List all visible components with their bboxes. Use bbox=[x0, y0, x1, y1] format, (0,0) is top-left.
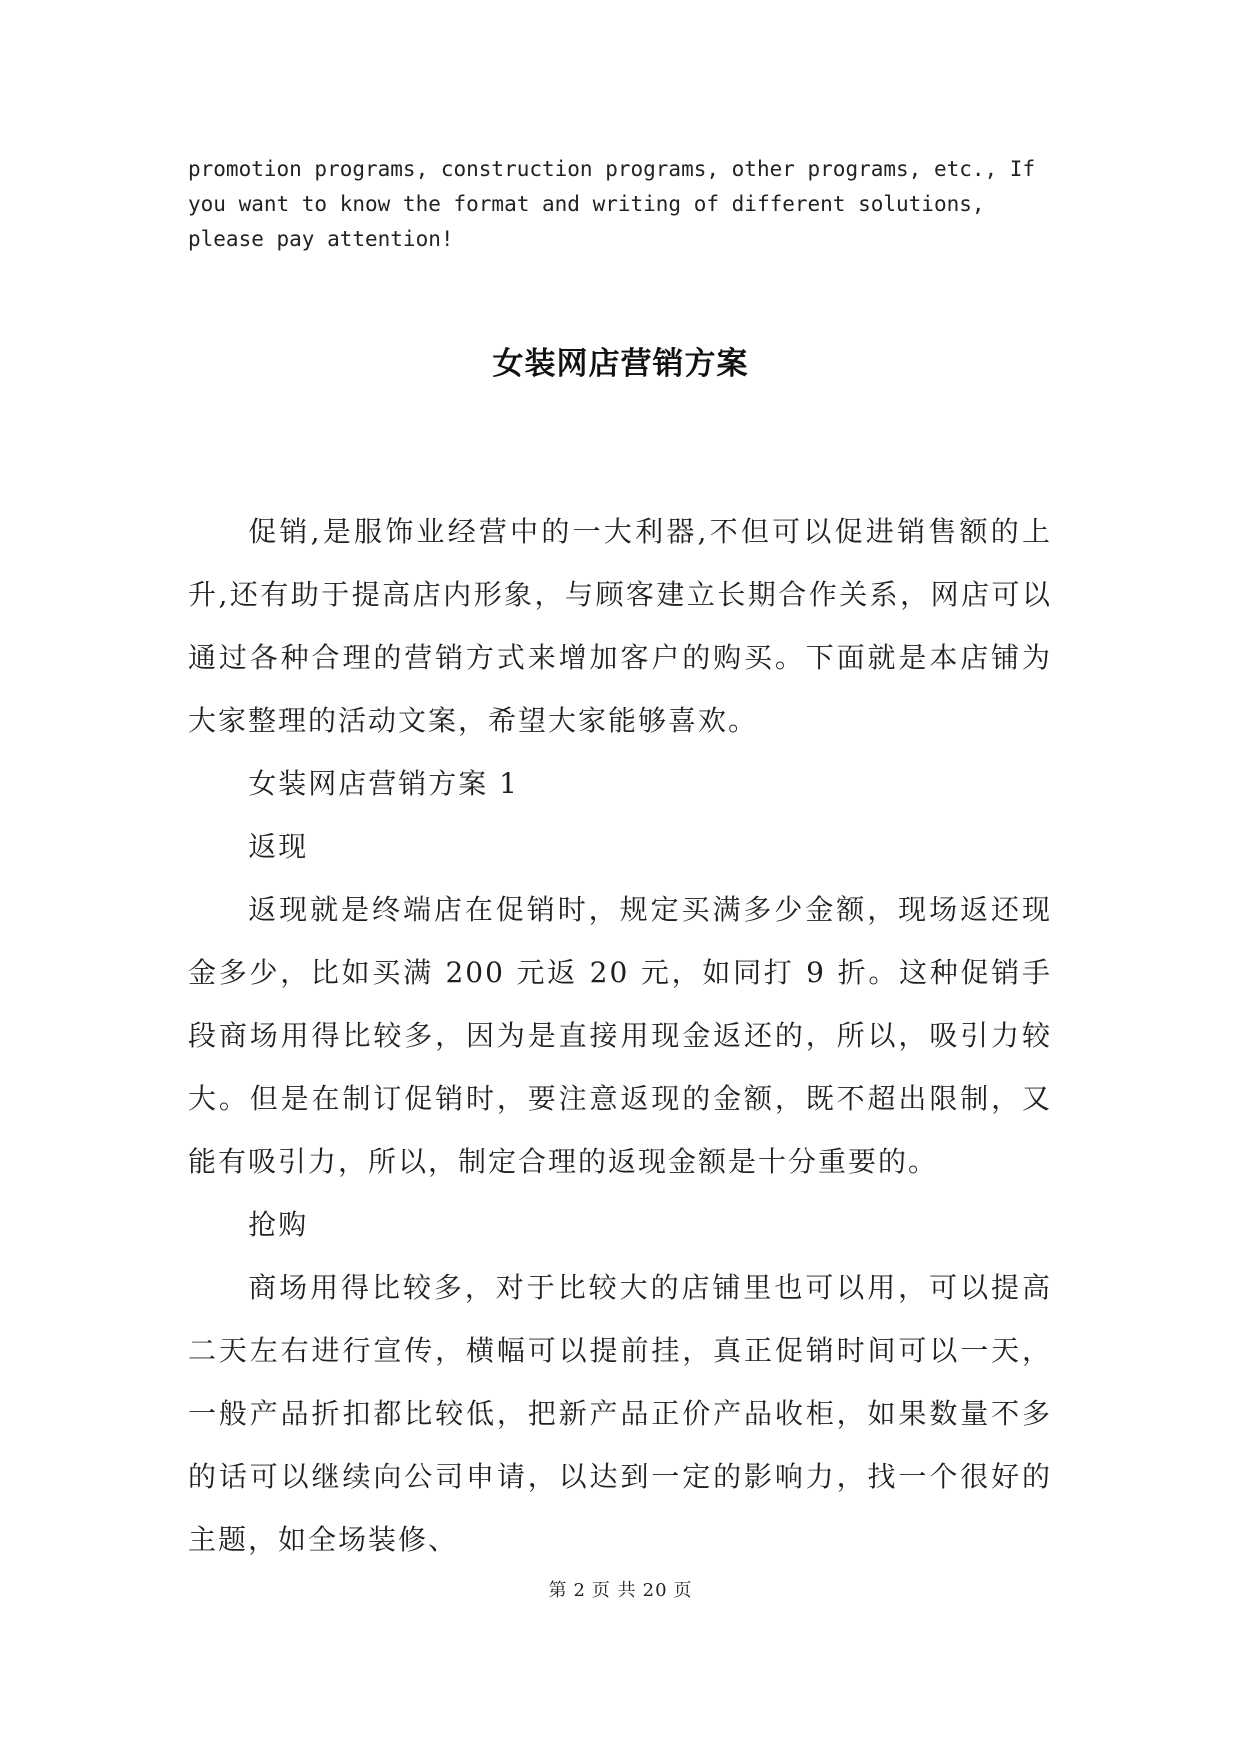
document-title: 女装网店营销方案 bbox=[492, 346, 749, 382]
footer-mid: 页 共 bbox=[591, 1580, 637, 1601]
document-body bbox=[188, 500, 1052, 1571]
paragraph-intro: 促销,是服饰业经营中的一大利器,不但可以促进销售额的上升,还有助于提高店内形象，与顾客建立长期合作关系，网店可以通过各种合理的营销方式来增加客户的购买。下面就是本店铺为大家整理的活动文案，希望大家能够喜欢。 bbox=[188, 515, 1052, 737]
subheading-flash-sale: 抢购 bbox=[248, 1208, 309, 1241]
intro-text: promotion programs, construction programs, other programs, etc., If you want to know the format and writing of different solutions, please pay attention! bbox=[188, 157, 1036, 251]
subheading-cashback: 返现 bbox=[248, 830, 309, 863]
paragraph-flash-sale: 商场用得比较多，对于比较大的店铺里也可以用，可以提高二天左右进行宣传，横幅可以提前挂，真正促销时间可以一天，一般产品折扣都比较低，把新产品正价产品收柜，如果数量不多的话可以继续向公司申请，以达到一定的影响力，找一个很好的主题，如全场装修、 bbox=[188, 1271, 1052, 1556]
section-heading-plan-1: 女装网店营销方案 1 bbox=[248, 767, 519, 800]
footer-current-page: 2 bbox=[573, 1580, 586, 1601]
paragraph-cashback: 返现就是终端店在促销时，规定买满多少金额，现场返还现金多少，比如买满 200 元返 20 元，如同打 9 折。这种促销手段商场用得比较多，因为是直接用现金返还的，所以，吸引力较大。但是在制订促销时，要注意返现的金额，既不超出限制，又能有吸引力，所以，制定合理的返现金额是十分重要的。 bbox=[188, 893, 1052, 1178]
footer-total-pages: 20 bbox=[642, 1580, 668, 1601]
footer-suffix: 页 bbox=[673, 1580, 693, 1601]
footer-prefix: 第 bbox=[548, 1580, 568, 1601]
page-footer bbox=[0, 1576, 1241, 1602]
